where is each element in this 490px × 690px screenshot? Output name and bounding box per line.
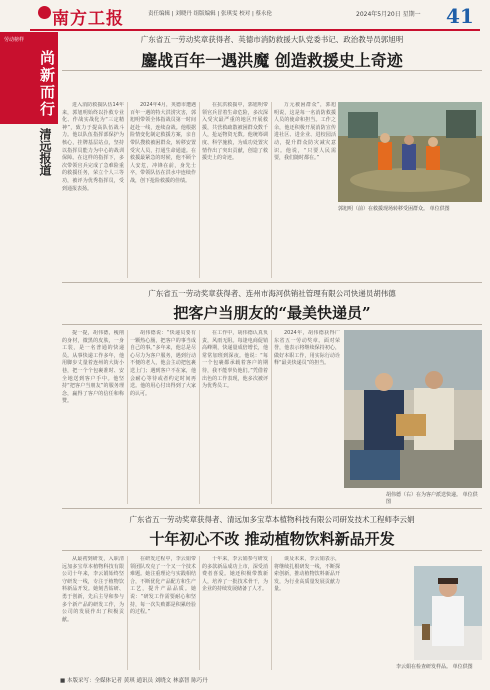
article2-column-1: 提一提，胡伟德，瘦削的身材，微黑的皮肤，一身工装，是一名普通的快递员。从事快递工作多年，他用脚步丈量着连州的大街小巷，把一个个包裹准时、安全地送到客户手中。他坚持“把客户当朋友”的服务理念，赢得了客户的信任和称赞。	[62, 330, 124, 405]
sidebar-title: 尚新而行	[38, 50, 56, 118]
article2-kicker: 广东省五一劳动奖章获得者、连州市海河供销社管理有限公司快递员胡伟德	[148, 289, 396, 298]
article2-photo	[344, 330, 482, 488]
article3-photo	[414, 566, 482, 660]
article3-kicker: 广东省五一劳动奖章获得者、清远加多宝草本植物科技有限公司研发技术工程师李云娟	[129, 515, 415, 524]
column-divider	[199, 556, 200, 670]
editor-credits: 责任编辑 | 刘晓丹 组版编辑 | 张琪雯 校对 | 蔡永伦	[148, 11, 273, 17]
article1-column-4: 万元被困群众”，郭旭明说，这是每一名消防救援人员的使命和担当。工作之余，他还积极开展消防宣传进社区、进企业、进校园活动，提升群众防灾减灾意识。他说，“只要人民需要，我们随时都在。”	[274, 102, 336, 162]
article1-headline: 鏖战百年一遇洪魔 创造救援史上奇迹	[141, 51, 403, 70]
column-divider	[271, 556, 272, 670]
article2-rule	[62, 324, 482, 325]
sidebar-label: 劳动榜样	[4, 37, 25, 43]
article1-column-1: 进入消防救援队伍14年来，郭旭明始终以扑救专业化、作战实战化为“三定精神”，致力于提高队伍战斗力。他以队伍指挥部保护为核心，挂牌基层站点，坚持以指挥员能力为中心的战训保障。在这样的指挥下，多次带领官兵完成了急难险重的救援任务，荣立个人三等功，被评为优秀指挥员，受到通报表扬。	[62, 102, 124, 192]
article1-photo	[338, 102, 482, 202]
article2-headline: 把客户当朋友的“最美快递员”	[173, 304, 371, 322]
article2-column-2: 胡伟德说：“快递员要有一颗热心肠，把客户的事当成自己的事。”多年来，他总是尽心尽力为客户服务，遇到行动不便的老人，他会主动把包裹送上门；遇到客户不在家，他会耐心等待或者约定时间再送。他的用心付出得到了大家的认可。	[130, 330, 196, 397]
column-divider	[127, 556, 128, 670]
column-divider	[199, 330, 200, 504]
page-footer-credits: ■ 本版采写：全媒体记者 黄琪 通讯员 刘晓文 林嘉智 陈巧丹	[60, 678, 208, 684]
article1-rule	[62, 70, 482, 71]
article3-rule	[62, 550, 482, 551]
newspaper-brand: 南方工报	[52, 9, 124, 29]
article2-column-3: 在工作中，胡伟德认真负责，风雨无阻。每逢电商促销高峰期，快递量成倍增长，他常常加班到深夜。他说：“每一个包裹都承载着客户的期待，我不能辜负他们。”凭借着出色的工作表现，他多次被评为优秀员工。	[202, 330, 268, 390]
article3-column-3: 十年来，李云娟参与研发的多款新品成功上市，深受消费者喜爱。她还积极带教新人，培养了一批技术骨干，为企业的持续发展储备了人才。	[202, 556, 268, 593]
newspaper-logo-icon	[38, 6, 51, 19]
column-divider	[199, 102, 200, 278]
lab-researcher-photo-icon	[414, 566, 482, 660]
article2-column-4: 2024年，胡伟德获得广东省五一劳动奖章。面对荣誉，他表示将继续保持初心，做好本职工作，用实际行动诠释“最美快递员”的担当。	[274, 330, 340, 367]
article3-column-2: 在研发过程中，李云娟带领团队攻克了一个又一个技术难题。她注重理论与实践相结合，不断优化产品配方和生产工艺，提升产品品质。她说：“研发工作需要耐心和坚持，每一次失败都是积累经验的过程。”	[130, 556, 196, 616]
article3-column-4: 谈及未来，李云娟表示，将继续扎根研发一线，不断探索创新，推动植物饮料新品开发，为行业高质量发展贡献力量。	[274, 556, 340, 593]
flood-rescue-photo-icon	[338, 102, 482, 202]
issue-date: 2024年5月20日 星期一	[356, 11, 421, 18]
article3-photo-caption: 李云娟在检查研发样品。 单位供图	[396, 664, 473, 670]
column-divider	[127, 330, 128, 504]
column-divider	[271, 330, 272, 504]
article1-column-2: 2024年4月，英德市遭遇百年一遇的特大洪涝灾害，郭旭明带领全体指战员第一时间赶赴一线，连续奋战。他根据险情变化制定救援方案，亲自带队搜救被困群众，转移安置受灾人员，打通生命通道。在救援最紧急的时候，他不顾个人安危，冲锋在前，身先士卒，带领队伍在洪水中连续作战，创下抢险救援的佳绩。	[130, 102, 196, 184]
section-divider	[62, 508, 482, 509]
article3-headline: 十年初心不改 推动植物饮料新品开发	[149, 530, 395, 548]
masthead	[0, 0, 490, 30]
column-divider	[127, 102, 128, 278]
article3-column-1: 从最初到研发，入职清远加多宝草本植物科技有限公司十年来，李云娟始终坚守研发一线，专注于植物饮料新品开发。她刻苦钻研、勇于创新，先后主导和参与多个新产品的研发工作，为公司的发展作出了积极贡献。	[62, 556, 124, 623]
header-rule	[30, 29, 480, 31]
column-divider	[271, 102, 272, 278]
article1-column-3: 在抗洪救援中，郭旭明带领官兵冒着生命危险，多次深入受灾最严重的地区开展救援，共营救疏散被困群众数千人，抢运物资无数。他统筹调度、科学施救，为成功处置灾情作出了突出贡献，创造了救援史上的奇迹。	[202, 102, 268, 162]
section-sidebar	[0, 32, 58, 182]
sidebar-banner	[0, 32, 58, 124]
article1-photo-caption: 郭旭明（前）在救援现场转移受困群众。 单位供图	[338, 206, 450, 212]
page-number: 41	[446, 4, 474, 28]
article2-photo-caption: 胡伟德（右）在为客户派送快递。 单位供图	[386, 492, 478, 505]
sidebar-caption: 清远报道	[38, 128, 52, 176]
section-divider	[62, 282, 482, 283]
article1-kicker: 广东省五一劳动奖章获得者、英德市消防救援大队党委书记、政治教导员郭旭明	[140, 35, 404, 44]
courier-delivery-photo-icon	[344, 330, 482, 488]
